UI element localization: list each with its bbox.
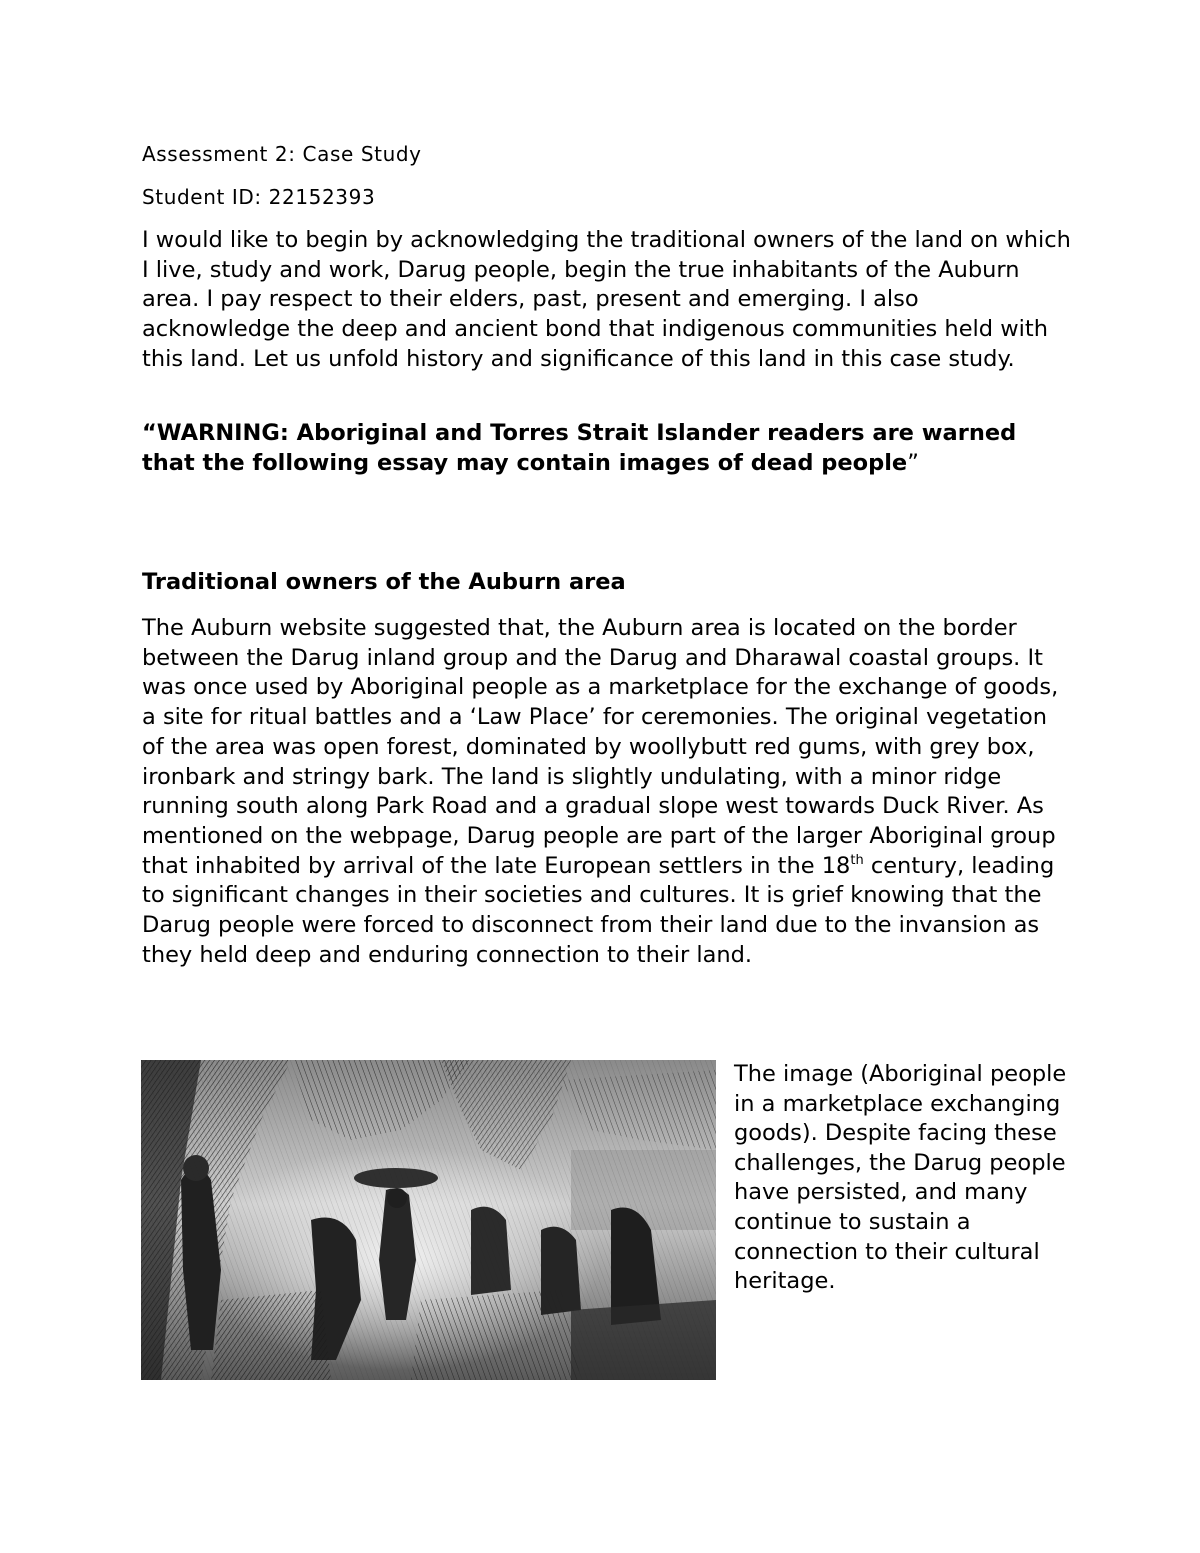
engraving-illustration <box>141 1060 716 1380</box>
student-id: Student ID: 22152393 <box>142 185 376 209</box>
assessment-title: Assessment 2: Case Study <box>142 142 422 166</box>
paragraph-part-1: The Auburn website suggested that, the Auburn area is located on the border between the Darug inland group and the Darug and Dharawal coastal groups. It was once used by Aboriginal people as a marketplace for the exchange of goods, a site for ritual battles and a ‘Law Place’ for ceremonies. The original vegetation of the area was open forest, dominated by woollybutt red gums, with grey box, ironbark and stringy bark. The land is slightly undulating, with a minor ridge running south along Park Road and a gradual slope west towards Duck River. As mentioned on the webpage, Darug people are part of the larger Aboriginal group that inhabited by arrival of the late European settlers in the 18 <box>142 615 1059 879</box>
section-paragraph <box>142 614 1072 970</box>
warning-close-quote: ” <box>907 449 919 476</box>
historical-engraving-image <box>141 1060 716 1380</box>
content-warning <box>142 419 1072 478</box>
paragraph-part-2: century, leading to significant changes in their societies and cultures. It is grief knowing that the Darug people were forced to disconnect from their land due to the invansion as they held deep and enduring connection to their land. <box>142 852 1055 968</box>
warning-text: WARNING: Aboriginal and Torres Strait Islander readers are warned that the following essay may contain images of dead people <box>142 420 1017 476</box>
figure-caption: The image (Aboriginal people in a marketplace exchanging goods). Despite facing these challenges, the Darug people have persisted, and many continue to sustain a connection to their cultural heritage. <box>734 1061 1067 1295</box>
ordinal-superscript: th <box>850 852 864 868</box>
section-heading: Traditional owners of the Auburn area <box>142 569 626 595</box>
acknowledgement-paragraph: I would like to begin by acknowledging the traditional owners of the land on which I live, study and work, Darug people, begin the true inhabitants of the Auburn area. I pay respect to their elders, past, present and emerging. I also acknowledge the deep and ancient bond that indigenous communities held with this land. Let us unfold history and significance of this land in this case study. <box>142 227 1071 372</box>
warning-open-quote: “ <box>142 420 157 446</box>
